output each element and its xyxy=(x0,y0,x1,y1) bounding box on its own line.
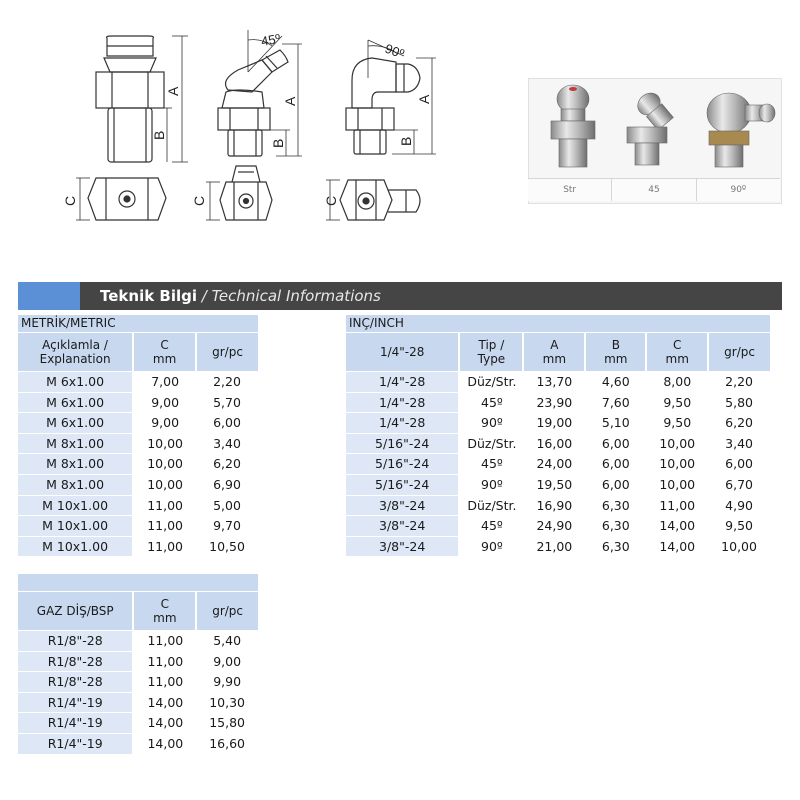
inch-cell: 3,40 xyxy=(708,433,770,454)
inch-cell: 14,00 xyxy=(646,516,708,537)
fitting-45-side-view xyxy=(218,30,302,156)
metric-cell: 10,00 xyxy=(133,474,196,495)
metric-cell: M 6x1.00 xyxy=(18,372,133,393)
metric-cell: 6,90 xyxy=(196,474,258,495)
bsp-cell: 14,00 xyxy=(133,713,196,734)
inch-cell: 90º xyxy=(459,536,523,557)
inch-table-row xyxy=(346,413,770,434)
bsp-header-row xyxy=(18,592,258,631)
metric-table-row xyxy=(18,392,258,413)
inch-cell: Düz/Str. xyxy=(459,433,523,454)
inch-cell: 10,00 xyxy=(708,536,770,557)
metric-header-weight: gr/pc xyxy=(196,333,258,372)
bsp-header-weight: gr/pc xyxy=(196,592,258,631)
bsp-cell: R1/4"-19 xyxy=(18,692,133,713)
metric-cell: M 8x1.00 xyxy=(18,454,133,475)
metric-header-c: C mm xyxy=(133,333,196,372)
bsp-header-thread: GAZ DİŞ/BSP xyxy=(18,592,133,631)
inch-table-row xyxy=(346,454,770,475)
inch-cell: 1/4"-28 xyxy=(346,392,459,413)
metric-cell: 10,50 xyxy=(196,536,258,557)
metric-table-row xyxy=(18,474,258,495)
metric-cell: 5,00 xyxy=(196,495,258,516)
inch-cell: 24,90 xyxy=(523,516,585,537)
dim-label-b: B xyxy=(398,136,414,146)
metric-table-row xyxy=(18,413,258,434)
photo-45-fitting xyxy=(627,89,675,165)
inch-header-row xyxy=(346,333,770,372)
inch-cell: 6,30 xyxy=(585,495,646,516)
dim-label-c: C xyxy=(191,195,207,206)
metric-cell: 3,40 xyxy=(196,433,258,454)
inch-table-row xyxy=(346,516,770,537)
inch-cell: 5,80 xyxy=(708,392,770,413)
metric-cell: 11,00 xyxy=(133,536,196,557)
inch-cell: 1/4"-28 xyxy=(346,372,459,393)
inch-cell: 14,00 xyxy=(646,536,708,557)
metric-cell: 9,70 xyxy=(196,516,258,537)
inch-cell: 4,60 xyxy=(585,372,646,393)
dim-label-b: B xyxy=(270,138,286,148)
metric-cell: 2,20 xyxy=(196,372,258,393)
straight-fitting-top-view xyxy=(76,178,166,220)
inch-header-type: Tip / Type xyxy=(459,333,523,372)
bsp-header-c: C mm xyxy=(133,592,196,631)
straight-fitting-side-view xyxy=(96,36,188,162)
metric-cell: 9,00 xyxy=(133,392,196,413)
inch-cell: 5,10 xyxy=(585,413,646,434)
bsp-table-row xyxy=(18,713,258,734)
inch-cell: 21,00 xyxy=(523,536,585,557)
fitting-45-top-view xyxy=(206,166,272,220)
inch-header-c: C mm xyxy=(646,333,708,372)
bsp-section-bar xyxy=(18,574,258,592)
inch-cell: 24,00 xyxy=(523,454,585,475)
header-title-tr: Teknik Bilgi xyxy=(100,287,198,305)
bsp-cell: 14,00 xyxy=(133,733,196,754)
inch-cell: 4,90 xyxy=(708,495,770,516)
technical-info-header xyxy=(18,282,782,310)
header-title-en: Technical Informations xyxy=(211,287,381,305)
inch-cell: 3/8"-24 xyxy=(346,536,459,557)
bsp-cell: 10,30 xyxy=(196,692,258,713)
bsp-cell: 16,60 xyxy=(196,733,258,754)
bsp-cell: R1/8"-28 xyxy=(18,651,133,672)
metric-cell: M 8x1.00 xyxy=(18,433,133,454)
inch-cell: 6,00 xyxy=(585,454,646,475)
bsp-cell: 15,80 xyxy=(196,713,258,734)
header-title xyxy=(100,282,381,310)
inch-cell: 45º xyxy=(459,516,523,537)
inch-cell: 10,00 xyxy=(646,454,708,475)
inch-cell: 90º xyxy=(459,474,523,495)
bsp-table-row xyxy=(18,733,258,754)
inch-cell: 8,00 xyxy=(646,372,708,393)
metric-cell: 7,00 xyxy=(133,372,196,393)
inch-cell: 10,00 xyxy=(646,474,708,495)
inch-table-row xyxy=(346,372,770,393)
angle-label-45: 45º xyxy=(259,30,282,49)
inch-cell: 9,50 xyxy=(708,516,770,537)
bsp-cell: 11,00 xyxy=(133,631,196,652)
header-accent-block xyxy=(18,282,80,310)
metric-table-row xyxy=(18,536,258,557)
bsp-table-row xyxy=(18,692,258,713)
inch-cell: 19,00 xyxy=(523,413,585,434)
angle-label-90: 90º xyxy=(382,40,407,62)
inch-cell: 13,70 xyxy=(523,372,585,393)
inch-cell: 6,00 xyxy=(708,454,770,475)
photo-label-straight: Str xyxy=(528,179,612,201)
inch-cell: 3/8"-24 xyxy=(346,516,459,537)
inch-header-b: B mm xyxy=(585,333,646,372)
bsp-cell: R1/4"-19 xyxy=(18,713,133,734)
dim-label-c: C xyxy=(323,195,339,206)
inch-cell: 90º xyxy=(459,413,523,434)
bsp-cell: R1/4"-19 xyxy=(18,733,133,754)
inch-cell: 5/16"-24 xyxy=(346,474,459,495)
inch-section-title: INÇ/INCH xyxy=(346,315,770,333)
inch-cell: 5/16"-24 xyxy=(346,433,459,454)
metric-cell: 11,00 xyxy=(133,495,196,516)
dim-label-a: A xyxy=(282,96,298,106)
metric-cell: M 10x1.00 xyxy=(18,495,133,516)
inch-cell: 1/4"-28 xyxy=(346,413,459,434)
metric-table-row xyxy=(18,454,258,475)
metric-cell: M 6x1.00 xyxy=(18,413,133,434)
inch-cell: 6,30 xyxy=(585,516,646,537)
metric-table-row xyxy=(18,516,258,537)
metric-cell: 9,00 xyxy=(133,413,196,434)
inch-header-weight: gr/pc xyxy=(708,333,770,372)
inch-cell: 6,70 xyxy=(708,474,770,495)
metric-cell: M 10x1.00 xyxy=(18,516,133,537)
photo-90-fitting xyxy=(707,93,775,167)
photo-straight-fitting xyxy=(551,85,595,167)
inch-header-a: A mm xyxy=(523,333,585,372)
bsp-table xyxy=(18,574,258,755)
inch-table-row xyxy=(346,433,770,454)
inch-cell: Düz/Str. xyxy=(459,495,523,516)
inch-cell: 9,50 xyxy=(646,392,708,413)
bsp-table-row xyxy=(18,631,258,652)
inch-table-row xyxy=(346,495,770,516)
inch-cell: 6,00 xyxy=(585,433,646,454)
bsp-cell: 9,90 xyxy=(196,672,258,693)
bsp-cell: R1/8"-28 xyxy=(18,672,133,693)
metric-cell: 6,20 xyxy=(196,454,258,475)
bsp-cell: 5,40 xyxy=(196,631,258,652)
inch-cell: 6,00 xyxy=(585,474,646,495)
metric-section-title: METRİK/METRIC xyxy=(18,315,258,333)
inch-cell: 3/8"-24 xyxy=(346,495,459,516)
inch-cell: 45º xyxy=(459,392,523,413)
metric-cell: 10,00 xyxy=(133,433,196,454)
bsp-cell: 14,00 xyxy=(133,692,196,713)
photo-label-45: 45 xyxy=(612,179,696,201)
inch-cell: 45º xyxy=(459,454,523,475)
metric-cell: 10,00 xyxy=(133,454,196,475)
inch-cell: 6,20 xyxy=(708,413,770,434)
metric-cell: M 10x1.00 xyxy=(18,536,133,557)
metric-cell: 6,00 xyxy=(196,413,258,434)
metric-table xyxy=(18,315,258,557)
inch-cell: 23,90 xyxy=(523,392,585,413)
metric-header-explanation: Açıklamla / Explanation xyxy=(18,333,133,372)
inch-header-thread: 1/4"-28 xyxy=(346,333,459,372)
dim-label-c: C xyxy=(62,195,78,206)
metric-table-row xyxy=(18,433,258,454)
metric-header-row xyxy=(18,333,258,372)
metric-cell: M 8x1.00 xyxy=(18,474,133,495)
metric-cell: 11,00 xyxy=(133,516,196,537)
inch-cell: 16,00 xyxy=(523,433,585,454)
inch-cell: 11,00 xyxy=(646,495,708,516)
metric-table-row xyxy=(18,495,258,516)
inch-table-row xyxy=(346,392,770,413)
bsp-cell: 11,00 xyxy=(133,672,196,693)
dim-label-a: A xyxy=(416,94,432,104)
inch-cell: 5/16"-24 xyxy=(346,454,459,475)
inch-cell: Düz/Str. xyxy=(459,372,523,393)
metric-table-row xyxy=(18,372,258,393)
inch-cell: 6,30 xyxy=(585,536,646,557)
bsp-table-row xyxy=(18,672,258,693)
metric-cell: M 6x1.00 xyxy=(18,392,133,413)
header-title-sep: / xyxy=(197,287,212,305)
inch-table-row xyxy=(346,474,770,495)
inch-cell: 2,20 xyxy=(708,372,770,393)
dim-label-a: A xyxy=(165,86,181,96)
inch-cell: 7,60 xyxy=(585,392,646,413)
bsp-cell: 11,00 xyxy=(133,651,196,672)
inch-cell: 9,50 xyxy=(646,413,708,434)
inch-cell: 10,00 xyxy=(646,433,708,454)
dim-label-b: B xyxy=(151,130,167,140)
photo-labels xyxy=(528,178,780,201)
inch-table xyxy=(346,315,770,557)
bsp-cell: 9,00 xyxy=(196,651,258,672)
bsp-table-row xyxy=(18,651,258,672)
inch-table-row xyxy=(346,536,770,557)
photo-label-90: 90º xyxy=(730,185,747,195)
metric-cell: 5,70 xyxy=(196,392,258,413)
inch-cell: 19,50 xyxy=(523,474,585,495)
bsp-cell: R1/8"-28 xyxy=(18,631,133,652)
fitting-90-top-view xyxy=(326,180,420,220)
inch-cell: 16,90 xyxy=(523,495,585,516)
